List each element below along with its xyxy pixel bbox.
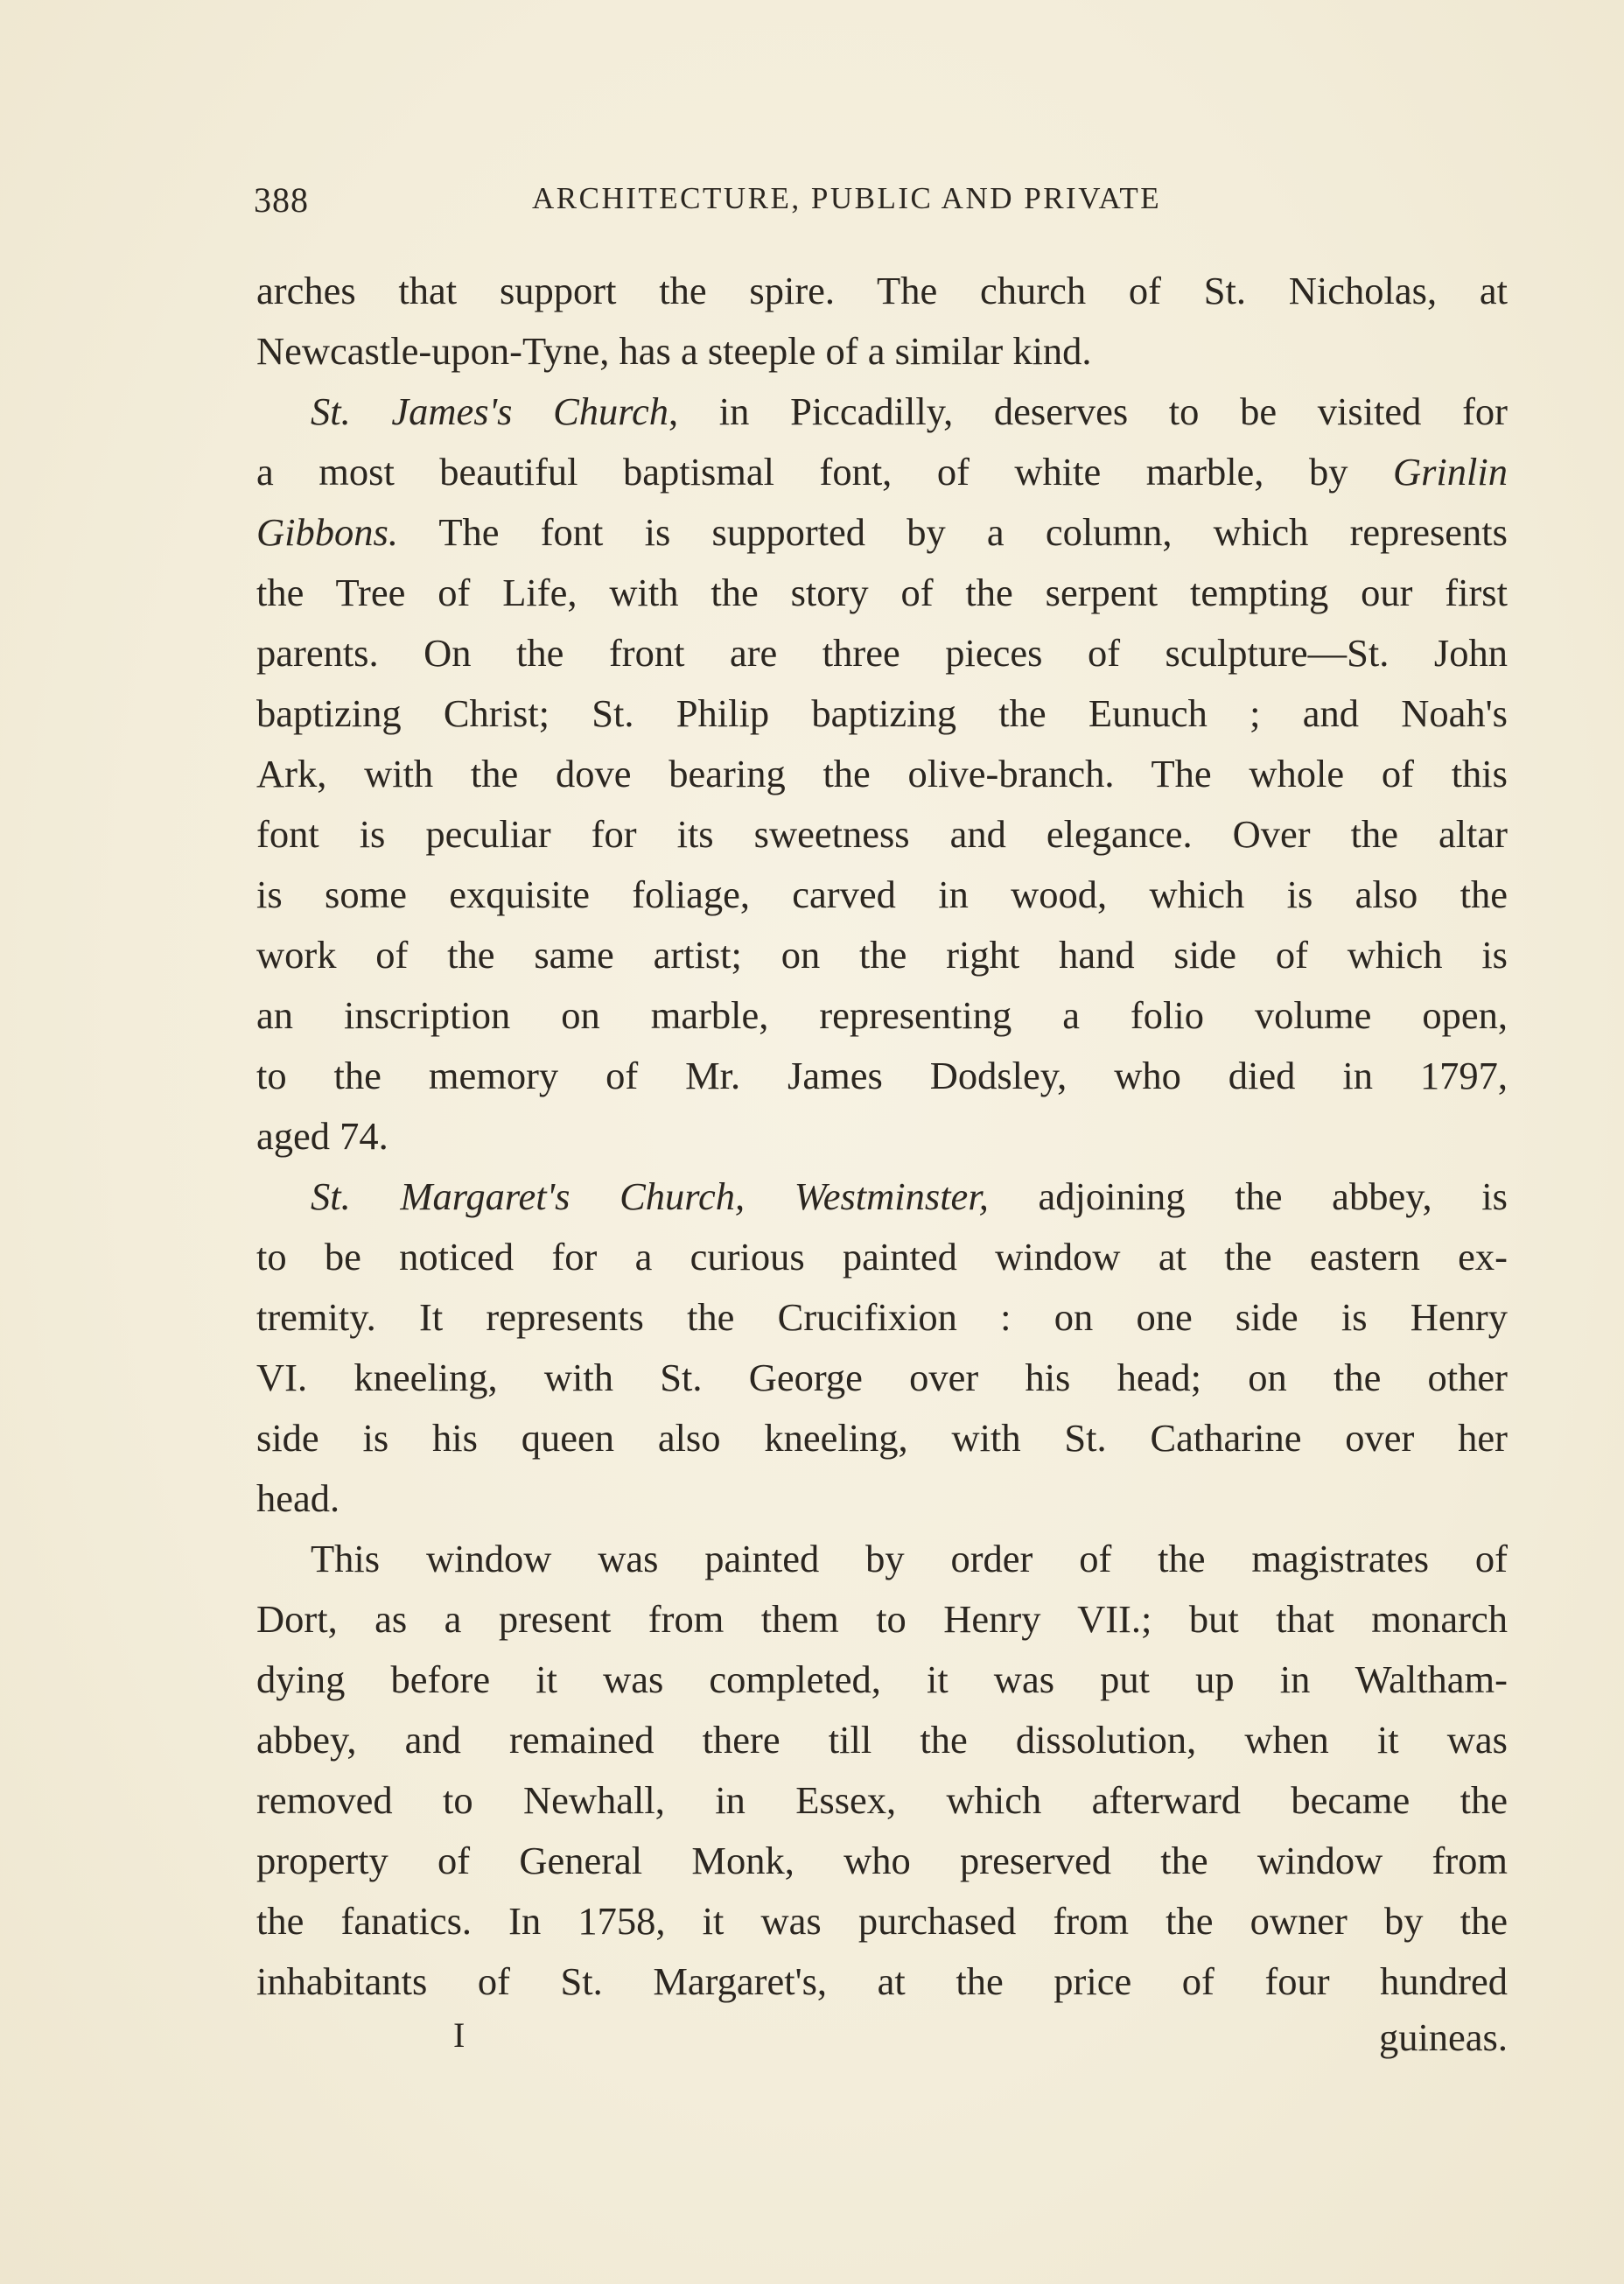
text-line: to be noticed for a curious painted window at the eastern ex- [256, 1235, 1508, 1279]
text-line: Newcastle-upon-Tyne, has a steeple of a similar kind. [256, 329, 1092, 373]
text-line: an inscription on marble, representing a folio volume open, [256, 993, 1508, 1037]
text-line: side is his queen also kneeling, with St. Catharine over her [256, 1416, 1508, 1460]
text-line: abbey, and remained there till the dissolution, when it was [256, 1718, 1508, 1762]
signature-mark: I [453, 2015, 466, 2055]
text-line: St. James's Church, in Piccadilly, deserves to be visited for [311, 389, 1508, 433]
text-line: parents. On the front are three pieces of sculpture—St. John [256, 631, 1508, 675]
page-number: 388 [254, 180, 309, 220]
text-line: removed to Newhall, in Essex, which afterward became the [256, 1778, 1508, 1822]
text-line: aged 74. [256, 1114, 388, 1158]
text-line: VI. kneeling, with St. George over his head; on the other [256, 1356, 1508, 1399]
page-header [254, 179, 1260, 228]
text-line: property of General Monk, who preserved the window from [256, 1839, 1508, 1882]
running-title: ARCHITECTURE, PUBLIC AND PRIVATE [532, 181, 1162, 215]
text-line: This window was painted by order of the magistrates of [311, 1537, 1508, 1580]
text-line: tremity. It represents the Crucifixion : on one side is Henry [256, 1295, 1508, 1339]
text-line: baptizing Christ; St. Philip baptizing the Eunuch ; and Noah's [256, 691, 1508, 735]
text-line: to the memory of Mr. James Dodsley, who died in 1797, [256, 1054, 1508, 1097]
text-line: head. [256, 1476, 340, 1520]
text-line: arches that support the spire. The church of St. Nicholas, at [256, 269, 1508, 312]
page-footer [256, 2014, 1508, 2067]
text-line: Dort, as a present from them to Henry VII.; but that monarch [256, 1597, 1508, 1641]
text-line: a most beautiful baptismal font, of white marble, by Grinlin [256, 450, 1508, 494]
text-line: the fanatics. In 1758, it was purchased from the owner by the [256, 1899, 1508, 1943]
body-text [256, 261, 1508, 2012]
text-line: is some exquisite foliage, carved in wood, which is also the [256, 872, 1508, 916]
text-line: font is peculiar for its sweetness and elegance. Over the altar [256, 812, 1508, 856]
text-line: dying before it was completed, it was put up in Waltham- [256, 1657, 1508, 1701]
catchword: guineas. [1378, 2015, 1508, 2059]
text-line: the Tree of Life, with the story of the serpent tempting our first [256, 571, 1508, 614]
text-line: work of the same artist; on the right hand side of which is [256, 933, 1508, 977]
text-line: Ark, with the dove bearing the olive-branch. The whole of this [256, 752, 1508, 795]
text-line: inhabitants of St. Margaret's, at the price of four hundred [256, 1959, 1508, 2003]
text-line: Gibbons. The font is supported by a column, which represents [256, 510, 1508, 554]
text-line: St. Margaret's Church, Westminster, adjoining the abbey, is [311, 1174, 1508, 1218]
